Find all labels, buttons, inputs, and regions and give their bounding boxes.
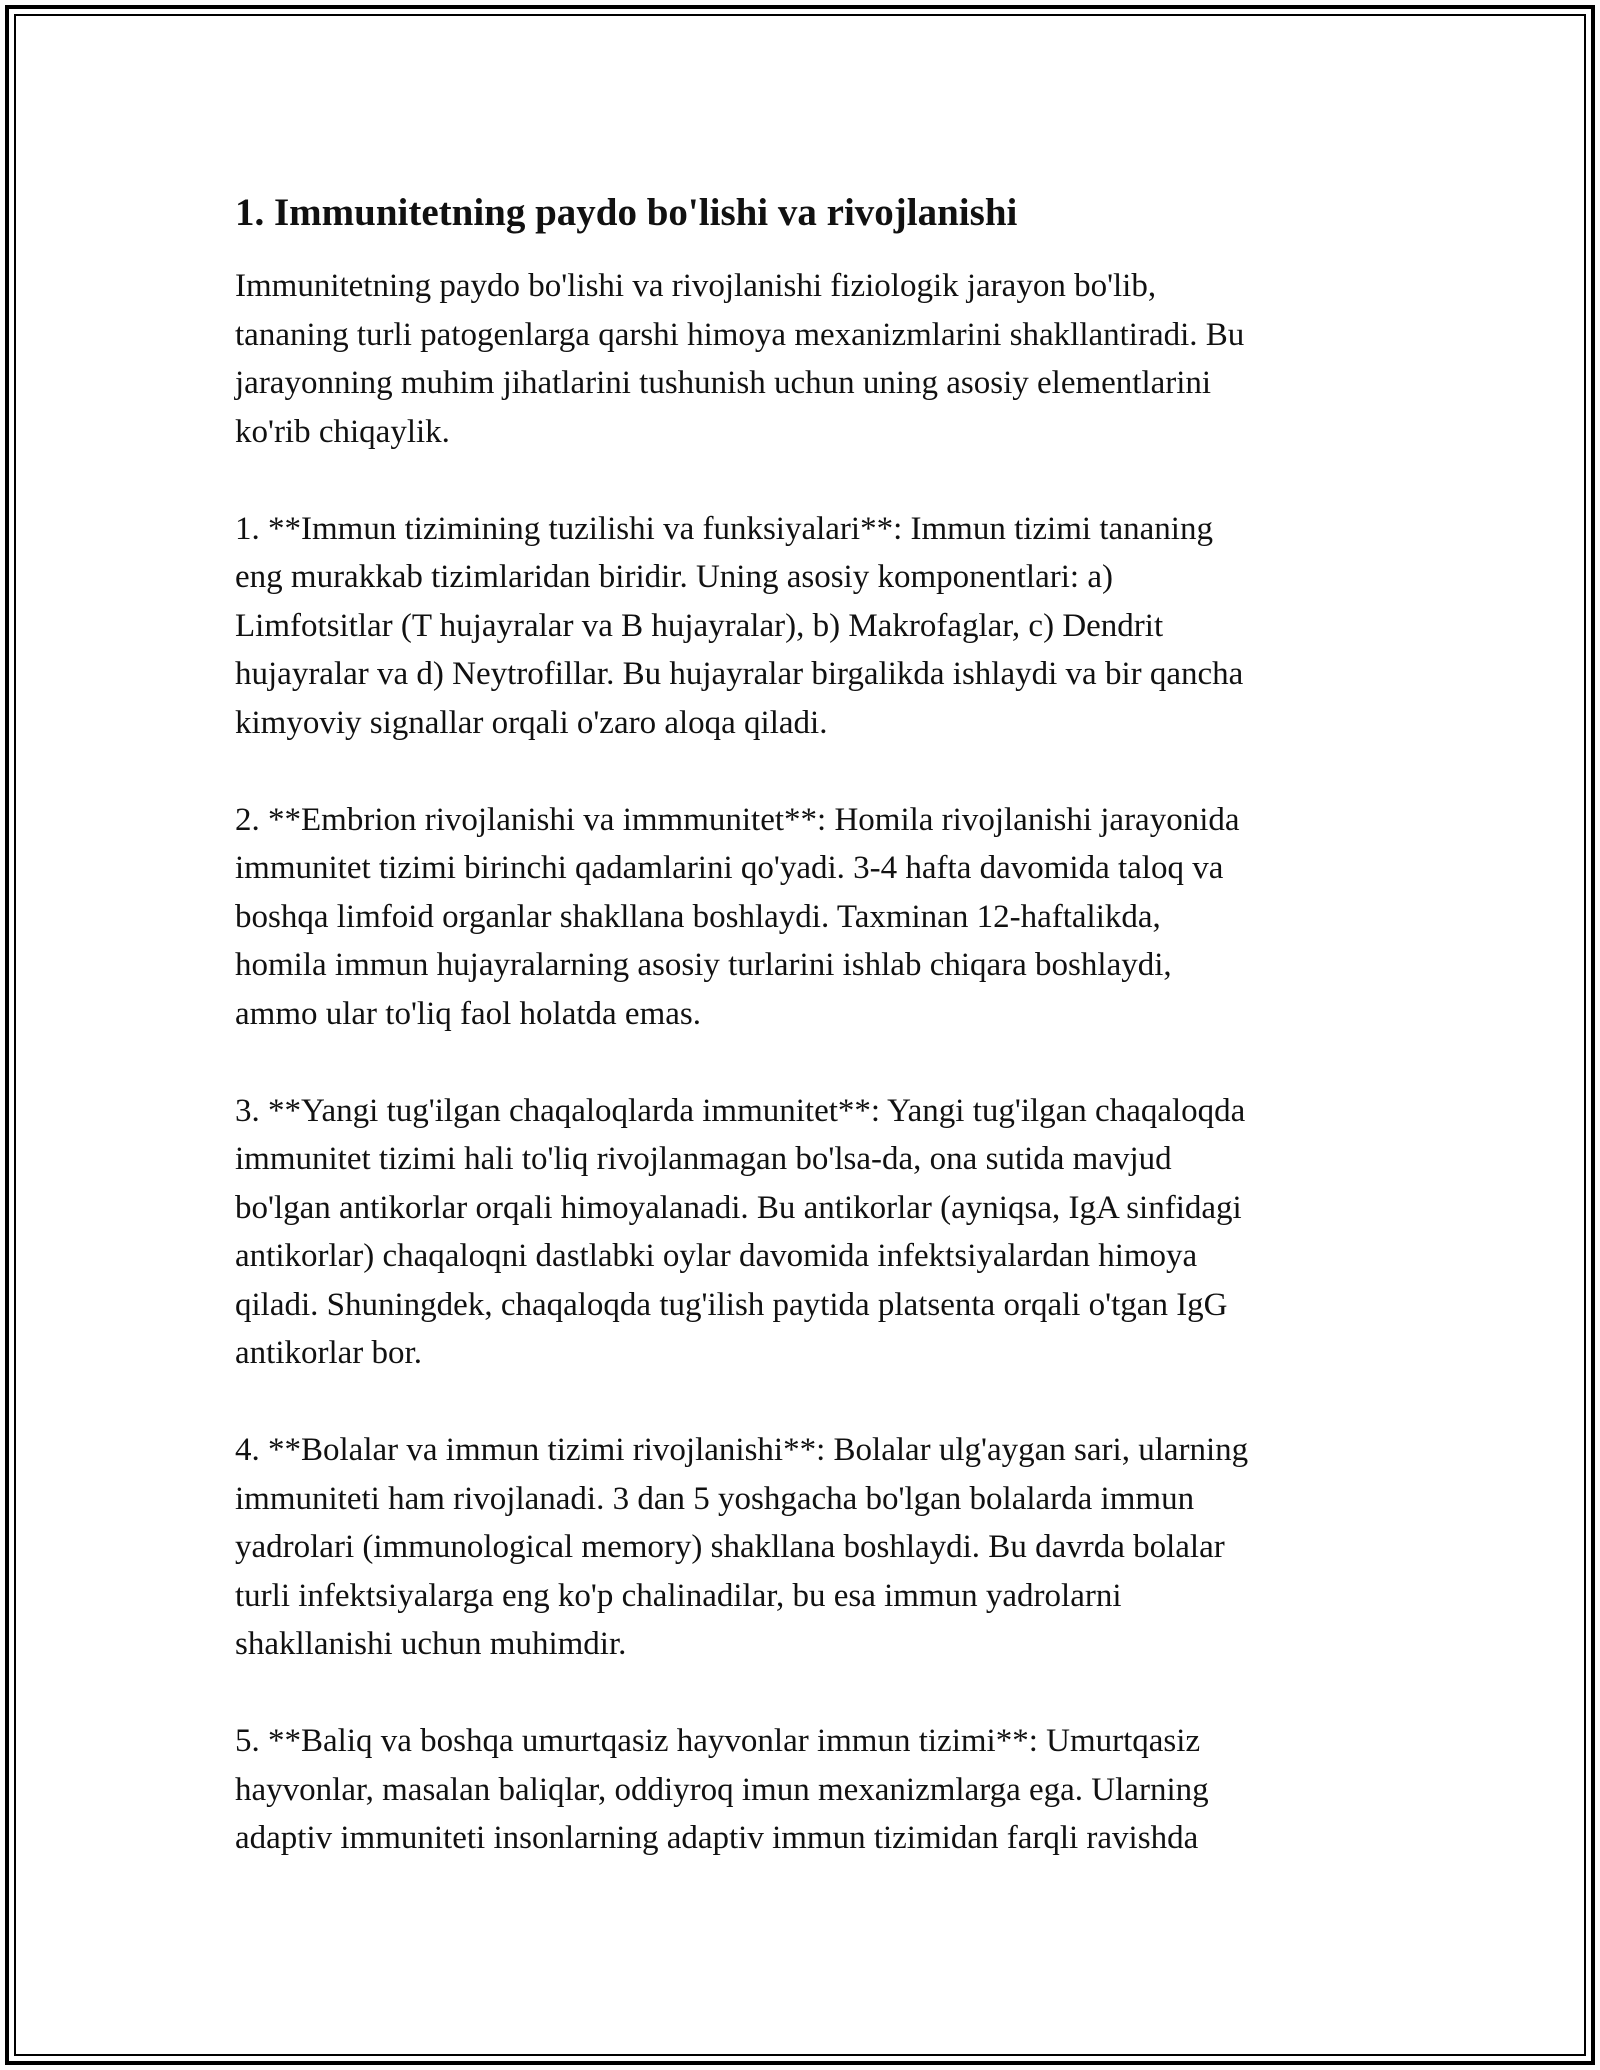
section-4-paragraph: 4. **Bolalar va immun tizimi rivojlanishi**: Bolalar ulg'aygan sari, ularning immuniteti ham rivojlanadi. 3 dan 5 yoshgacha bo'lgan bolalarda immun yadrolari (immunological memory) shakllana boshlaydi. Bu davrda bolalar turli infektsiyalarga eng ko'p chalinadilar, bu esa immun yadrolarni shakllanishi uchun muhimdir. (235, 1432, 1249, 1662)
section-2-paragraph: 2. **Embrion rivojlanishi va immmunitet**: Homila rivojlanishi jarayonida immunitet tizimi birinchi qadamlarini qo'yadi. 3-4 hafta davomida taloq va boshqa limfoid organlar shakllana boshlaydi. Taxminan 12-haftalikda, homila immun hujayralarning asosiy turlarini ishlab chiqara boshlaydi, ammo ular to'liq faol holatda emas. (235, 801, 1240, 1032)
section-1-paragraph: 1. **Immun tizimining tuzilishi va funksiyalari**: Immun tizimi tananing eng murakkab tizimlaridan biridir. Uning asosiy komponentlari: a) Limfotsitlar (T hujayralar va B hujayralar), b) Makrofaglar, c) Dendrit hujayralar va d) Neytrofillar. Bu hujayralar birgalikda ishlaydi va bir qancha kimyoviy signallar orqali o'zaro aloqa qiladi. (235, 510, 1244, 741)
document-body (235, 186, 1385, 1911)
section-3-paragraph: 3. **Yangi tug'ilgan chaqaloqlarda immunitet**: Yangi tug'ilgan chaqaloqda immunitet tizimi hali to'liq rivojlanmagan bo'lsa-da, ona sutida mavjud bo'lgan antikorlar orqali himoyalanadi. Bu antikorlar (ayniqsa, IgA sinfidagi antikorlar) chaqaloqni dastlabki oylar davomida infektsiyalardan himoya qiladi. Shuningdek, chaqaloqda tug'ilish paytida platsenta orqali o'tgan IgG antikorlar bor. (235, 1092, 1246, 1371)
section-5-paragraph: 5. **Baliq va boshqa umurtqasiz hayvonlar immun tizimi**: Umurtqasiz hayvonlar, masalan baliqlar, oddiyroq imun mexanizmlarga ega. Ularning adaptiv immuniteti insonlarning adaptiv immun tizimidan farqli ravishda (235, 1723, 1209, 1856)
intro-paragraph: Immunitetning paydo bo'lishi va rivojlanishi fiziologik jarayon bo'lib, tananing turli patogenlarga qarshi himoya mexanizmlarini shakllantiradi. Bu jarayonning muhim jihatlarini tushunish uchun uning asosiy elementlarini ko'rib chiqaylik. (235, 268, 1245, 450)
document-title: 1. Immunitetning paydo bo'lishi va rivojlanishi (235, 191, 1018, 234)
